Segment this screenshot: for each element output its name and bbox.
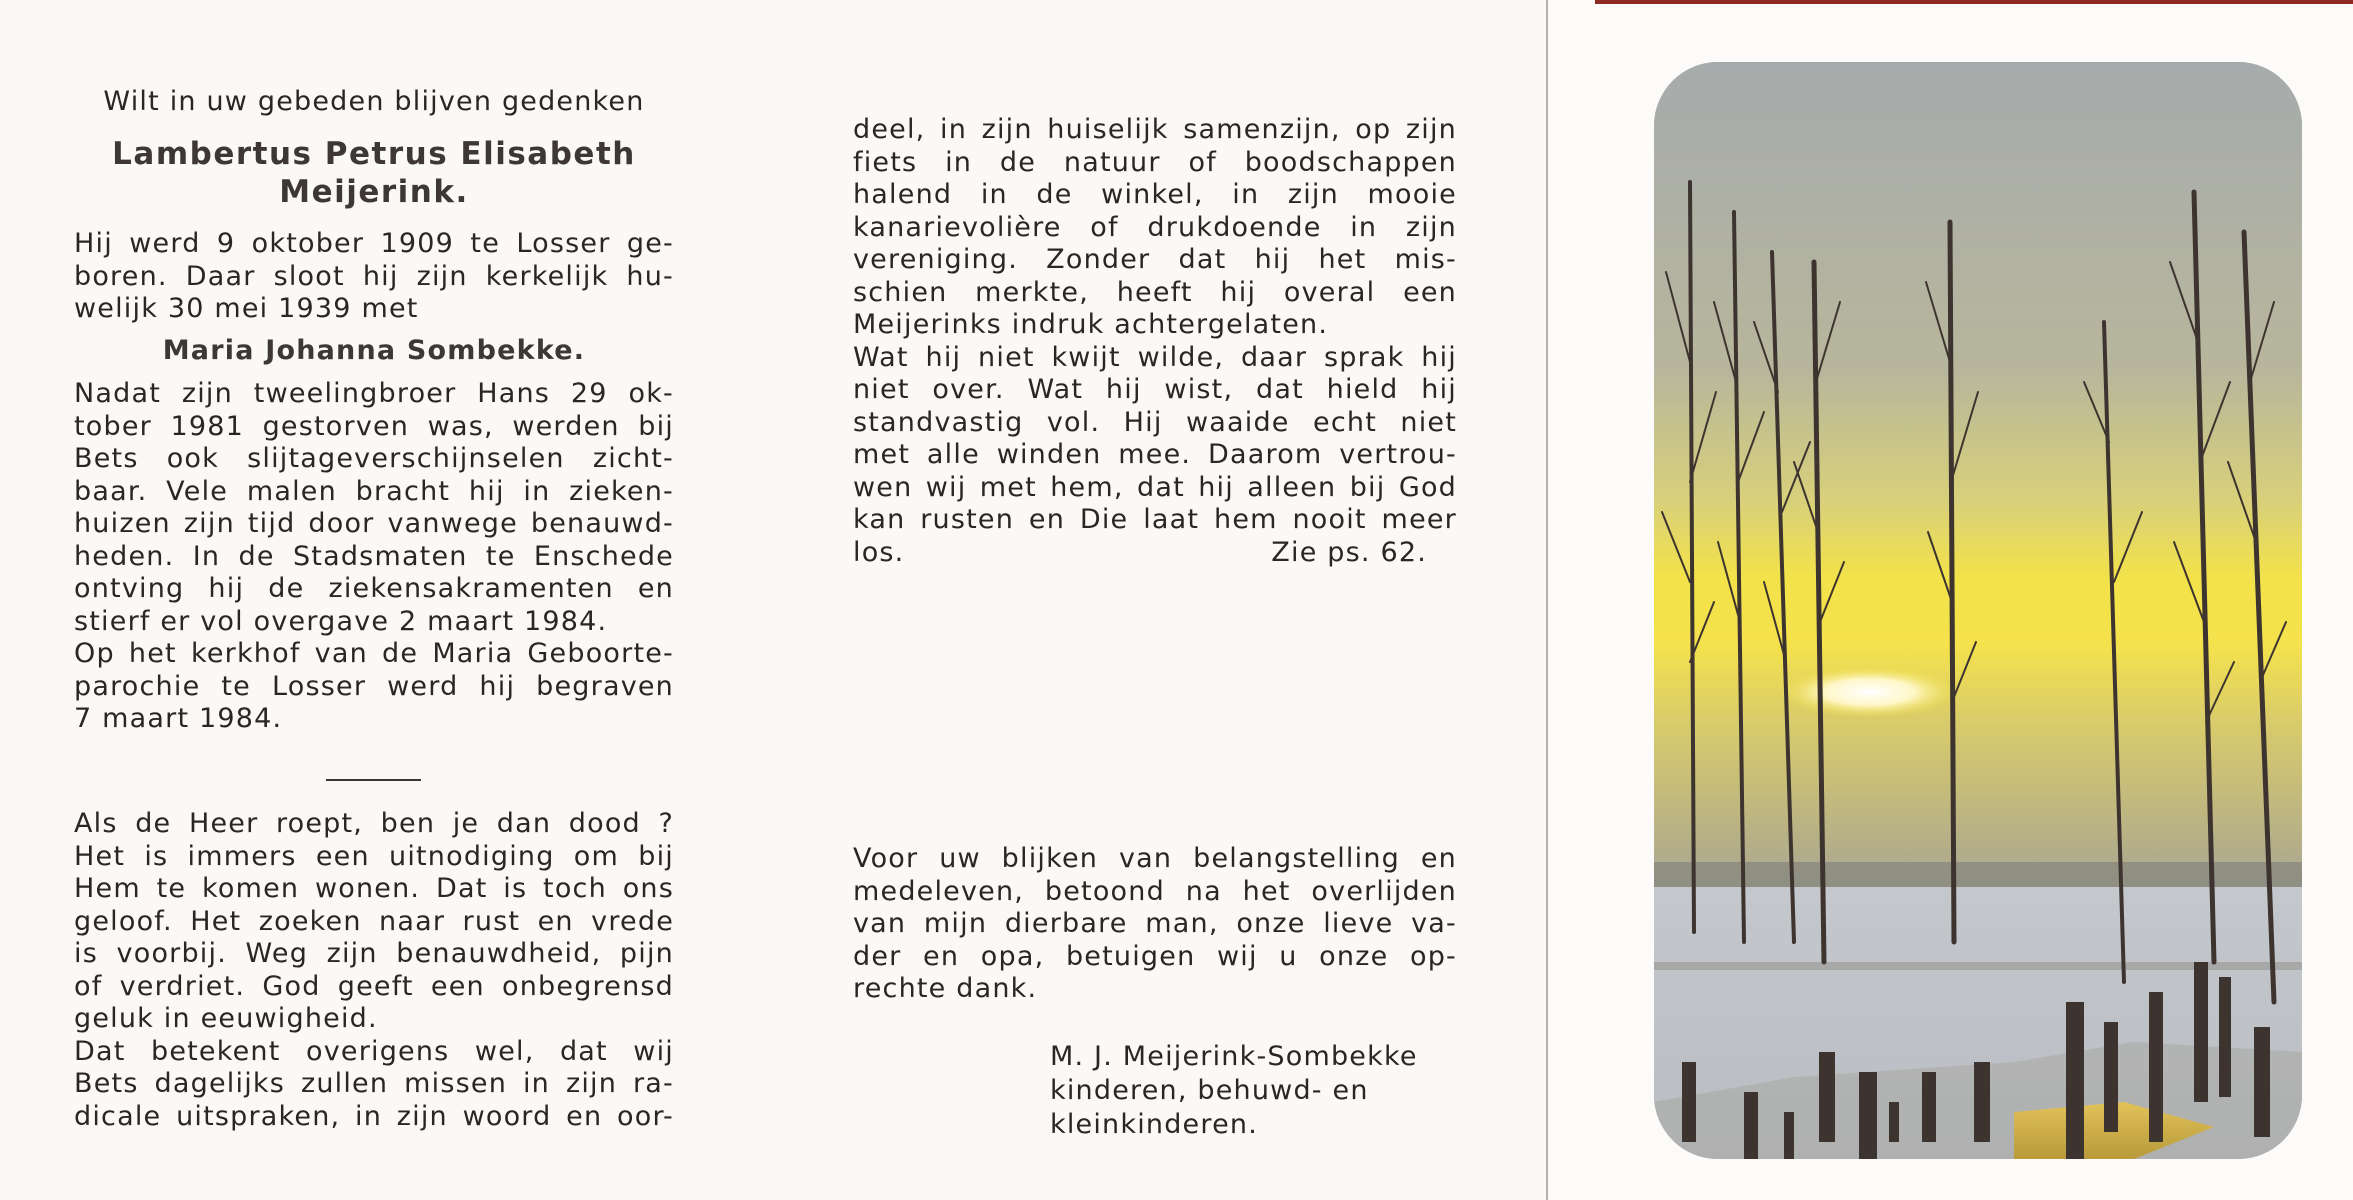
intro-line: Wilt in uw gebeden blijven gedenken (103, 86, 645, 117)
text-line: Wat hij niet kwijt wilde, daar sprak hij (853, 341, 1457, 373)
text-line: los. (853, 536, 905, 568)
poem-line: is voorbij. Weg zijn benauwdheid, pijn (74, 938, 674, 969)
poem-line: geluk in eeuwigheid. (74, 1003, 378, 1034)
bio-line: Bets ook slijtageverschijnselen zicht- (74, 443, 674, 474)
card-fold (1546, 0, 1548, 1200)
bio-line: ontving hij de ziekensakramenten en (74, 573, 674, 604)
middle-column-text (853, 114, 1457, 569)
signature-line: kleinkinderen. (1050, 1109, 1258, 1140)
signature-line: kinderen, behuwd- en (1050, 1075, 1369, 1106)
biography-part-2 (74, 378, 674, 736)
poem-line: Als de Heer roept, ben je dan dood ? (74, 808, 674, 839)
name-line-1: Lambertus Petrus Elisabeth (112, 136, 636, 172)
text-line: kanarievolière of drukdoende in zijn (853, 211, 1457, 243)
poem-line: Bets dagelijks zullen missen in zijn ra- (74, 1068, 674, 1099)
setting-sun (1779, 666, 1959, 718)
bio-line: parochie te Losser werd hij begraven (74, 670, 674, 702)
text-line: Meijerinks indruk achtergelaten. (853, 309, 1329, 340)
poem-line: geloof. Het zoeken naar rust en vrede (74, 905, 674, 937)
bio-line: stierf er vol overgave 2 maart 1984. (74, 605, 608, 637)
poem-line: Hem te komen wonen. Dat is toch ons (74, 873, 674, 904)
bio-line: heden. In de Stadsmaten te Enschede (74, 540, 674, 572)
thanks-line: rechte dank. (853, 973, 1038, 1004)
text-line: deel, in zijn huiselijk samenzijn, op zijn (853, 114, 1457, 145)
text-line: fiets in de natuur of boodschappen (853, 146, 1457, 178)
memorial-photo (1654, 62, 2302, 1159)
top-border-rule (1595, 0, 2353, 4)
bio-line: huizen zijn tijd door vanwege benauwd- (74, 508, 674, 539)
name-line-2: Meijerink. (279, 174, 469, 210)
bio-line: 7 maart 1984. (74, 703, 283, 734)
text-line: standvastig vol. Hij waaide echt niet (853, 406, 1457, 438)
bio-line: baar. Vele malen bracht hij in zieken- (74, 475, 674, 507)
meditation-text (74, 808, 674, 1133)
winter-sunset-landscape (1654, 62, 2302, 1159)
text-line: vereniging. Zonder dat hij het mis- (853, 244, 1457, 275)
left-column (74, 86, 674, 119)
bio-line: Nadat zijn tweelingbroer Hans 29 ok- (74, 378, 674, 409)
poem-line: dicale uitspraken, in zijn woord en oor- (74, 1100, 674, 1132)
thanks-line: medeleven, betoond na het overlijden (853, 875, 1457, 907)
poem-line: Het is immers een uitnodiging om bij (74, 840, 674, 872)
biography-part-1 (74, 228, 674, 326)
spouse-name: Maria Johanna Sombekke. (162, 335, 586, 366)
deceased-name (74, 135, 674, 211)
text-line: met alle winden mee. Daarom vertrou- (853, 439, 1457, 470)
signature-line: M. J. Meijerink-Sombekke (1050, 1041, 1418, 1072)
text-line: halend in de winkel, in zijn mooie (853, 179, 1457, 210)
text-line: wen wij met hem, dat hij alleen bij God (853, 471, 1457, 503)
psalm-reference: Zie ps. 62. (1271, 536, 1427, 568)
bio-line: welijk 30 mei 1939 met (74, 293, 419, 324)
poem-line: of verdriet. God geeft een onbegrensd (74, 970, 674, 1002)
section-divider (326, 779, 421, 781)
thanks-line: van mijn dierbare man, onze lieve va- (853, 908, 1457, 939)
text-line: kan rusten en Die laat hem nooit meer (853, 504, 1457, 535)
bio-line: Op het kerkhof van de Maria Geboorte- (74, 638, 674, 669)
bio-line: Hij werd 9 oktober 1909 te Losser ge- (74, 228, 674, 259)
bio-line: tober 1981 gestorven was, werden bij (74, 410, 674, 442)
signature-block (1050, 1040, 1470, 1142)
poem-line: Dat betekent overigens wel, dat wij (74, 1035, 674, 1067)
thanks-line: der en opa, betuigen wij u onze op- (853, 940, 1457, 972)
text-line: niet over. Wat hij wist, dat hield hij (853, 374, 1457, 405)
bio-line: boren. Daar sloot hij zijn kerkelijk hu- (74, 260, 674, 292)
spouse-block (74, 335, 674, 368)
thanks-text (853, 843, 1457, 1006)
closing-line (853, 537, 1457, 570)
thanks-line: Voor uw blijken van belangstelling en (853, 843, 1457, 874)
text-line: schien merkte, heeft hij overal een (853, 276, 1457, 308)
